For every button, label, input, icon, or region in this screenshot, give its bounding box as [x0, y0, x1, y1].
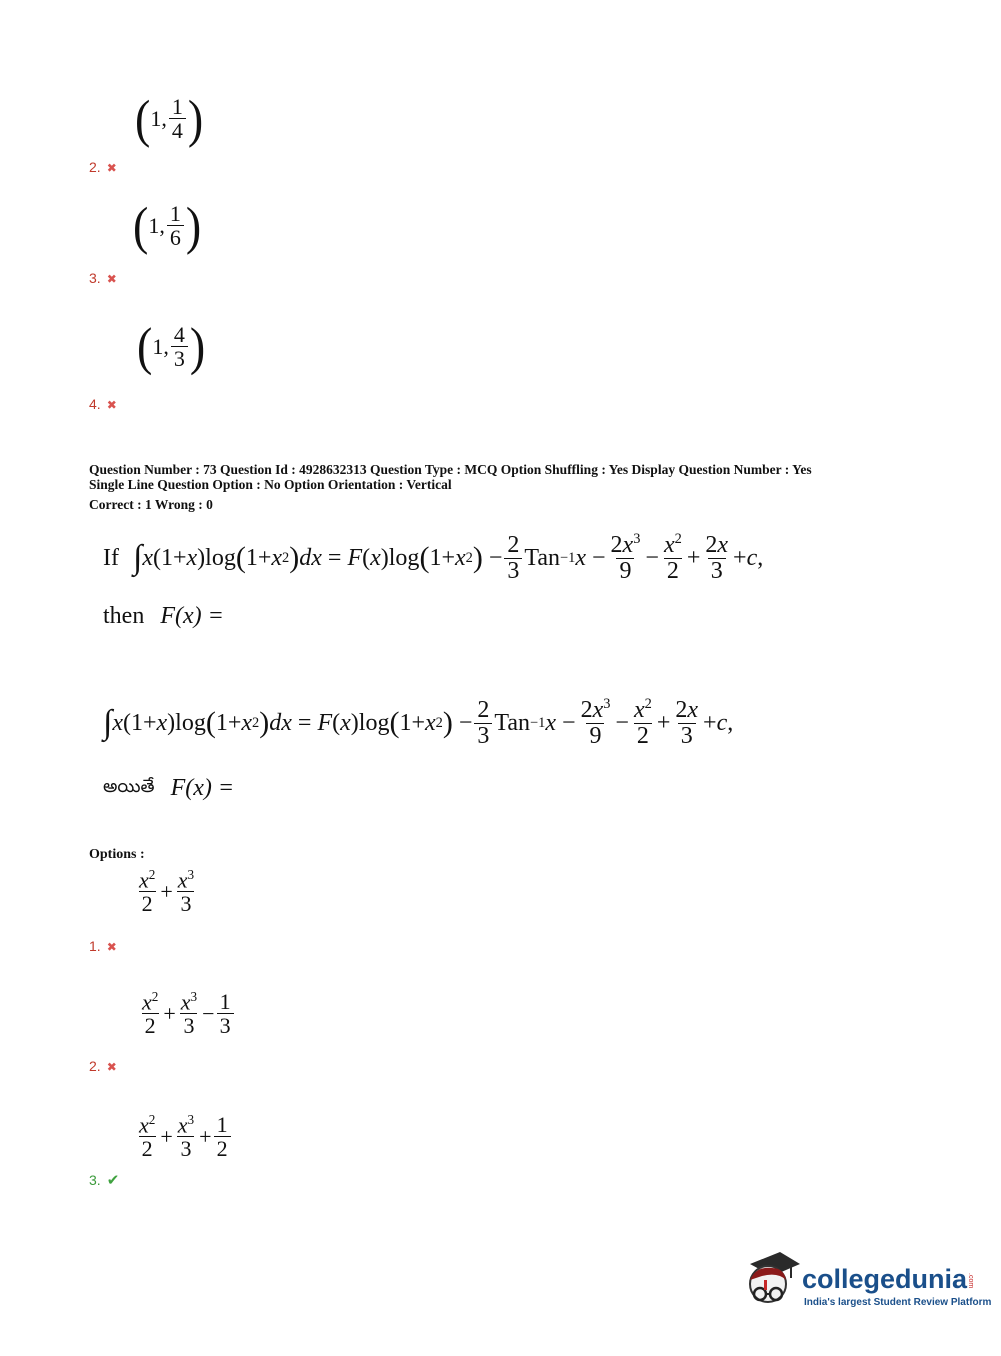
question-equation-english: If ∫ x (1+ x )log ( 1+ x 2 ) dx = F ( x )log ( 1+ x 2 ) − $\frac{2}{3}$ Tan −1 x − $\frac{2x^3}{9}$ − $\frac{x^2}{2}$ + $\frac{2x}{3}$ + c ,	[103, 531, 764, 585]
prev-option-2-number: 2. ✖	[89, 159, 117, 175]
wrong-mark-icon: ✖	[106, 272, 117, 286]
option-3-number: 3. ✔	[89, 1172, 120, 1189]
prev-option-3-value: ( 1, $\frac{1}{6}$ )	[133, 195, 202, 255]
question-marks-line: Correct : 1 Wrong : 0	[89, 497, 213, 512]
wrong-mark-icon: ✖	[106, 940, 117, 954]
option-3-value: $\frac{x^2}{2}$ + $\frac{x^3}{3}$ + $\frac{1}{2}$	[134, 1113, 233, 1161]
option-1-number: 1. ✖	[89, 938, 117, 954]
option-2-number: 2. ✖	[89, 1058, 117, 1074]
wrong-mark-icon: ✖	[106, 161, 117, 175]
prev-option-2-value: ( 1, $\frac{1}{4}$ )	[135, 88, 204, 148]
option-2-value: $\frac{x^2}{2}$ + $\frac{x^3}{3}$ − $\frac{1}{3}$	[137, 990, 236, 1038]
wrong-mark-icon: ✖	[106, 398, 117, 412]
collegedunia-logo-icon	[742, 1250, 802, 1314]
question-meta-line2: Single Line Question Option : No Option Orientation : Vertical	[89, 477, 452, 492]
prev-option-4-value: ( 1, $\frac{4}{3}$ )	[137, 316, 206, 376]
wrong-mark-icon: ✖	[106, 1060, 117, 1074]
correct-mark-icon: ✔	[106, 1172, 120, 1189]
options-label: Options :	[89, 847, 145, 862]
option-1-value: $\frac{x^2}{2}$ + $\frac{x^3}{3}$	[139, 867, 195, 917]
prev-option-3-number: 3. ✖	[89, 270, 117, 286]
question-then-english: then F(x) =	[103, 603, 224, 629]
brand-name: collegedunia.com	[802, 1264, 975, 1294]
question-meta-line1: Question Number : 73 Question Id : 4928632313 Question Type : MCQ Option Shuffling : Yes Display Question Number : Yes	[89, 462, 812, 477]
prev-option-4-number: 4. ✖	[89, 396, 117, 412]
question-then-telugu: అయితే F(x) =	[103, 775, 235, 801]
brand-tagline: India's largest Student Review Platform	[804, 1297, 992, 1308]
question-equation-telugu: ∫ x (1+ x )log ( 1+ x 2 ) dx = F ( x )log ( 1+ x 2 ) − $\frac{2}{3}$ Tan −1 x − $\frac{2x^3}{9}$ − $\frac{x^2}{2}$ + $\frac{2x}{3}$ + c ,	[103, 696, 734, 750]
